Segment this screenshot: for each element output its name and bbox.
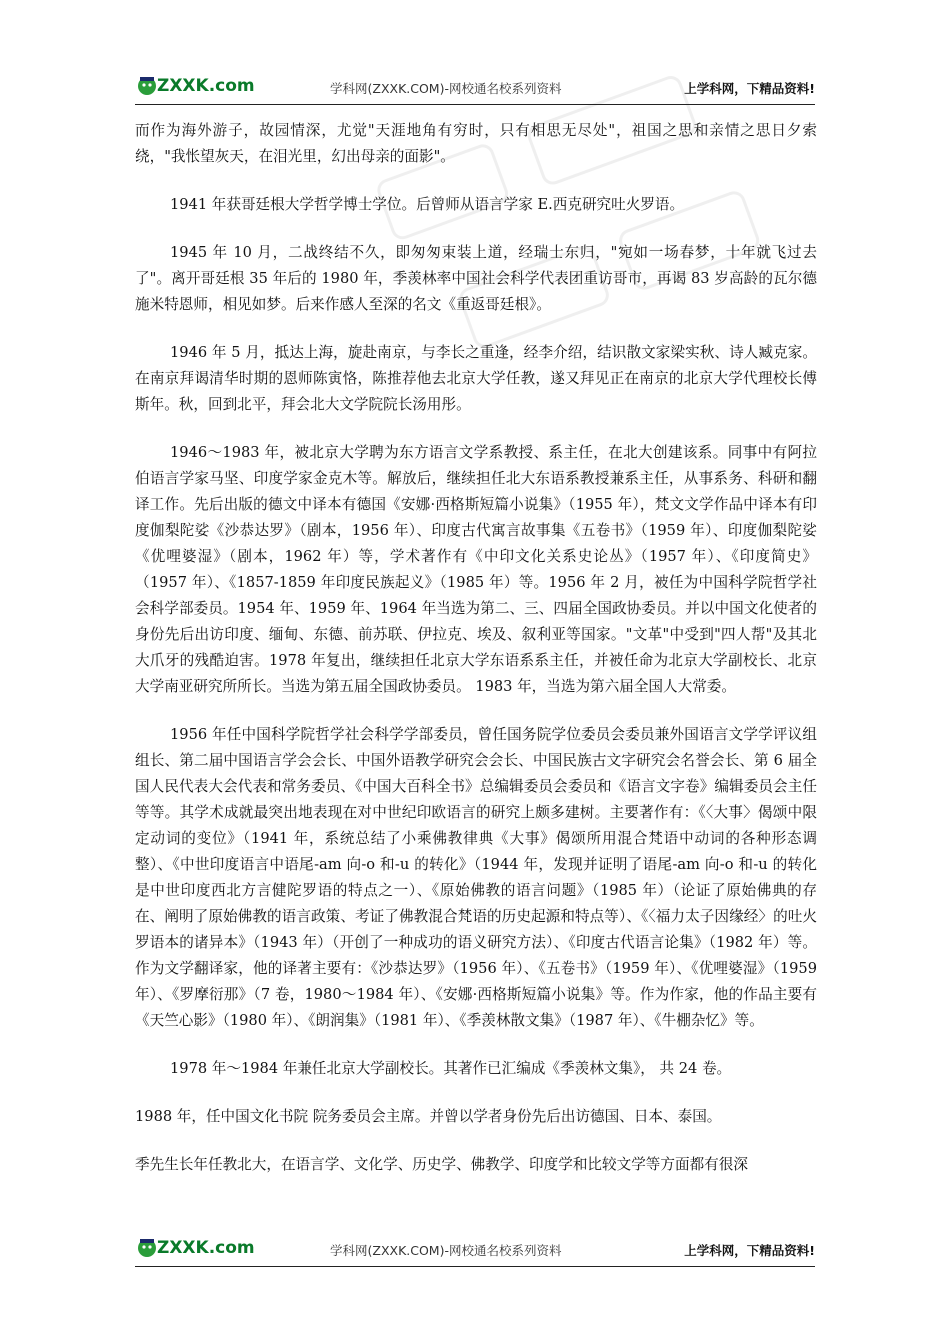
paragraph: 1941 年获哥廷根大学哲学博士学位。后曾师从语言学家 E.西克研究吐火罗语。 — [170, 196, 685, 213]
zxxk-logo — [135, 74, 255, 100]
paragraph: 1956 年任中国科学院哲学社会科学学部委员，曾任国务院学位委员会委员兼外国语言文学学评议组组长、第二届中国语言学会会长、中国外语教学研究会会长、中国民族古文字研究会名誉会长、第 6 届全国人民代表大会代表和常务委员、《中国大百科全书》总编辑委员会委员和《语言文字卷》编辑委员会主任等等。其学术成就最突出地表现在对中世纪印欧语言的研究上颇多建树。主要著作有：《〈大事〉偈颂中限定动词的变位》（1941 年，系统总结了小乘佛教律典《大事》偈颂所用混合梵语中动词的各种形态调整）、《中世印度语言中语尾-am 向-o 和-u 的转化》（1944 年，发现并证明了语尾-am 向-o 和-u 的转化是中世印度西北方言健陀罗语的特点之一）、《原始佛教的语言问题》（1985 年）（论证了原始佛典的存在、阐明了原始佛教的语言政策、考证了佛教混合梵语的历史起源和特点等）、《〈福力太子因缘经〉的吐火罗语本的诸异本》（1943 年）（开创了一种成功的语义研究方法）、《印度古代语言论集》（1982 年）等。作为文学翻译家，他的译著主要有：《沙恭达罗》（1956 年）、《五卷书》（1959 年）、《优哩婆湿》（1959 年）、《罗摩衍那》（7 卷，1980～1984 年）、《安娜·西格斯短篇小说集》等。作为作家，他的作品主要有《天竺心影》（1980 年）、《朗润集》（1981 年）、《季羡林散文集》（1987 年）、《牛棚杂忆》等。 — [135, 726, 817, 1029]
paragraph: 1946～1983 年，被北京大学聘为东方语言文学系教授、系主任，在北大创建该系。同事中有阿拉伯语言学家马坚、印度学家金克木等。解放后，继续担任北大东语系教授兼系主任，从事系务、科研和翻译工作。先后出版的德文中译本有德国《安娜·西格斯短篇小说集》（1955 年），梵文文学作品中译本有印度伽梨陀娑《沙恭达罗》（剧本，1956 年）、印度古代寓言故事集《五卷书》（1959 年）、印度伽梨陀娑《优哩婆湿》（剧本，1962 年）等，学术著作有《中印文化关系史论丛》（1957 年）、《印度简史》（1957 年）、《1857-1859 年印度民族起义》（1985 年）等。1956 年 2 月，被任为中国科学院哲学社会科学部委员。1954 年、1959 年、1964 年当选为第二、三、四届全国政协委员。并以中国文化使者的身份先后出访印度、缅甸、东德、前苏联、伊拉克、埃及、叙利亚等国家。"文革"中受到"四人帮"及其北大爪牙的残酷迫害。1978 年复出，继续担任北京大学东语系系主任，并被任命为北京大学副校长、北京大学南亚研究所所长。当选为第五届全国政协委员。 1983 年，当选为第六届全国人大常委。 — [135, 444, 817, 695]
paragraph: 1978 年～1984 年兼任北京大学副校长。其著作已汇编成《季羡林文集》， 共 24 卷。 — [170, 1060, 732, 1077]
footer-center-text: 学科网(ZXXK.COM)-网校通名校系列资料 — [330, 1243, 562, 1258]
page-header — [135, 70, 815, 105]
header-slogan: 上学科网，下精品资料! — [684, 81, 815, 96]
zxxk-logo — [135, 1236, 255, 1262]
mascot-icon — [135, 74, 159, 98]
paragraph: 1988 年，任中国文化书院 院务委员会主席。并曾以学者身份先后出访德国、日本、泰国。 — [135, 1108, 722, 1125]
page-footer — [135, 1232, 815, 1267]
paragraph: 季先生长年任教北大，在语言学、文化学、历史学、佛教学、印度学和比较文学等方面都有很深 — [135, 1156, 748, 1173]
document-body — [135, 118, 817, 1200]
logo-text: ZXXK.com — [157, 76, 255, 96]
paragraph: 1945 年 10 月，二战终结不久，即匆匆束装上道，经瑞士东归，"宛如一场春梦，十年就飞过去了"。离开哥廷根 35 年后的 1980 年，季羡林率中国社会科学代表团重访哥市，再谒 83 岁高龄的瓦尔德施米特恩师，相见如梦。后来作感人至深的名文《重返哥廷根》。 — [135, 244, 817, 313]
header-center-text: 学科网(ZXXK.COM)-网校通名校系列资料 — [330, 81, 562, 96]
footer-slogan: 上学科网，下精品资料! — [684, 1243, 815, 1258]
logo-text: ZXXK.com — [157, 1238, 255, 1258]
paragraph: 1946 年 5 月，抵达上海，旋赴南京，与李长之重逢，经李介绍，结识散文家梁实秋、诗人臧克家。在南京拜谒清华时期的恩师陈寅恪，陈推荐他去北京大学任教，遂又拜见正在南京的北京大学代理校长傅斯年。秋，回到北平，拜会北大文学院院长汤用彤。 — [135, 344, 817, 413]
paragraph: 而作为海外游子，故园情深，尤觉"天涯地角有穷时，只有相思无尽处"，祖国之思和亲情之思日夕索绕，"我怅望灰天，在泪光里，幻出母亲的面影"。 — [135, 122, 817, 165]
mascot-icon — [135, 1236, 159, 1260]
